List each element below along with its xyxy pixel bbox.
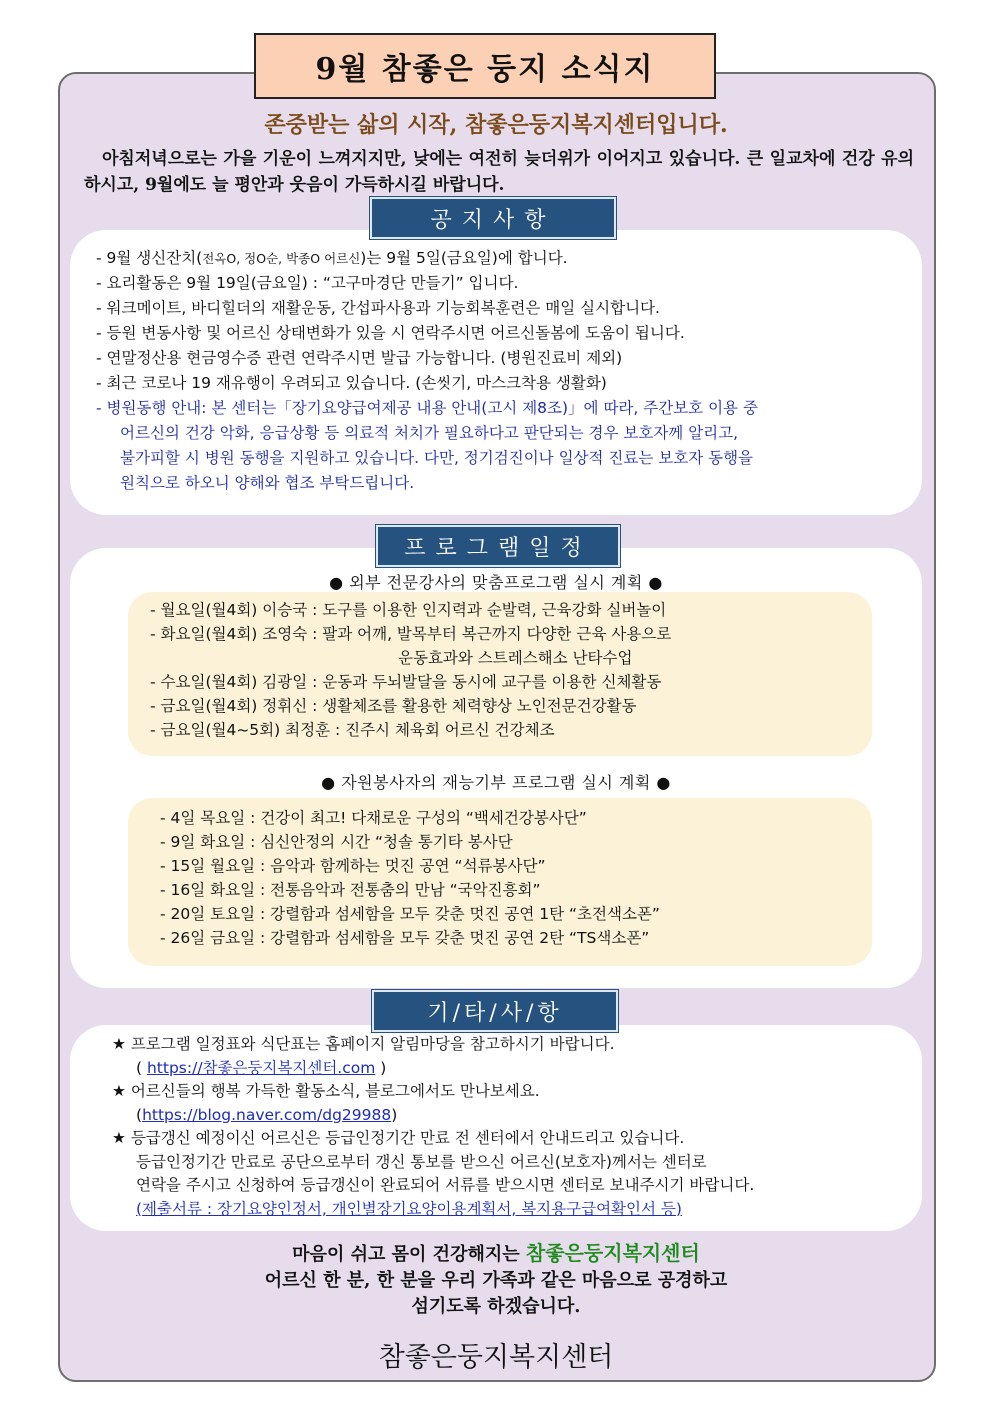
volunteer-item: - 20일 토요일 : 강렬함과 섬세함을 모두 갖춘 멋진 공연 1탄 “초전색소폰”: [160, 905, 660, 923]
volunteer-item: - 26일 금요일 : 강렬함과 섬세함을 모두 갖춘 멋진 공연 2탄 “TS색소폰”: [160, 929, 650, 947]
notice-item: - 최근 코로나 19 재유행이 우려되고 있습니다. (손씻기, 마스크착용 생활화): [96, 374, 607, 392]
notice-item: [96, 246, 922, 271]
etc-item-cont: 등급인정기간 만료로 공단으로부터 갱신 통보를 받으신 어르신(보호자)께서는 센터로: [136, 1152, 707, 1171]
program-item-cont: 운동효과와 스트레스해소 난타수업: [398, 649, 633, 667]
etc-item: ★ 프로그램 일정표와 식단표는 홈페이지 알림마당을 참고하시기 바랍니다.: [112, 1035, 615, 1053]
signature: 참좋은둥지복지센터: [378, 1342, 614, 1373]
volunteer-program-list: [128, 798, 872, 966]
closing-text: 마음이 쉬고 몸이 건강해지는: [292, 1244, 520, 1265]
slogan: 존중받는 삶의 시작, 참좋은둥지복지센터입니다.: [264, 112, 728, 138]
hospital-notice-line: 어르신의 건강 악화, 응급상황 등 의료적 처치가 필요하다고 판단되는 경우 보호자께 알리고,: [120, 424, 739, 442]
external-program-title: ● 외부 전문강사의 맞춤프로그램 실시 계획 ●: [329, 573, 663, 592]
center-name-highlight: 참좋은둥지복지센터: [525, 1241, 700, 1265]
closing-message: [0, 1240, 992, 1320]
etc-item-cont: 연락을 주시고 신청하여 등급갱신이 완료되어 서류를 받으시면 센터로 보내주시기 바랍니다.: [136, 1176, 755, 1194]
hospital-notice-line: 불가피할 시 병원 동행을 지원하고 있습니다. 다만, 정기검진이나 일상적 진료는 보호자 동행을: [120, 449, 754, 467]
notice-box: [70, 230, 922, 515]
closing-line: 섬기도록 하겠습니다.: [411, 1296, 581, 1317]
closing-line: [0, 1240, 992, 1268]
etc-item: ★ 어르신들의 행복 가득한 활동소식, 블로그에서도 만나보세요.: [112, 1082, 540, 1100]
required-documents: (제출서류 : 장기요양인정서, 개인별장기요양이용계획서, 복지용구급여확인서 등): [136, 1199, 682, 1218]
notice-item: - 요리활동은 9월 19일(금요일) : “고구마경단 만들기” 입니다.: [96, 274, 519, 292]
notice-item-text: - 9월 생신잔치(: [96, 249, 203, 267]
blog-line: (https://blog.naver.com/dg29988): [136, 1105, 398, 1124]
blog-link[interactable]: https://blog.naver.com/dg29988: [142, 1105, 392, 1124]
notice-item-text: )는 9월 5일(금요일)에 합니다.: [360, 249, 568, 267]
homepage-line: ( https://참좋은둥지복지센터.com ): [136, 1058, 387, 1077]
program-item: - 수요일(월4회) 김광일 : 운동과 두뇌발달을 동시에 교구를 이용한 신체활동: [150, 673, 662, 691]
program-heading: 프로그램일정: [376, 525, 620, 567]
notice-item: - 등원 변동사항 및 어르신 상태변화가 있을 시 연락주시면 어르신돌봄에 도움이 됩니다.: [96, 324, 685, 342]
program-box: [70, 548, 922, 988]
volunteer-item: - 9일 화요일 : 심신안정의 시간 “청솔 통기타 봉사단: [160, 833, 513, 851]
program-item: - 금요일(월4~5회) 최정훈 : 진주시 체육회 어르신 건강체조: [150, 721, 555, 739]
volunteer-item: - 15일 월요일 : 음악과 함께하는 멋진 공연 “석류봉사단”: [160, 857, 546, 875]
closing-line: 어르신 한 분, 한 분을 우리 가족과 같은 마음으로 공경하고: [264, 1270, 728, 1291]
notice-item: - 연말정산용 현금영수증 관련 연락주시면 발급 가능합니다. (병원진료비 제외): [96, 349, 623, 367]
etc-heading: 기/타/사/항: [372, 990, 618, 1032]
birthday-names: 전옥O, 정O순, 박종O 어르신: [202, 251, 361, 266]
program-item: - 금요일(월4회) 정휘신 : 생활체조를 활용한 체력향상 노인전문건강활동: [150, 697, 637, 715]
program-item: - 월요일(월4회) 이승국 : 도구를 이용한 인지력과 순발력, 근육강화 실버놀이: [150, 601, 667, 619]
intro-paragraph: 아침저녁으로는 가을 기운이 느껴지지만, 낮에는 여전히 늦더위가 이어지고 있습니다. 큰 일교차에 건강 유의하시고, 9월에도 늘 평안과 웃음이 가득하시길 바랍니다.: [84, 149, 914, 195]
hospital-notice-line: - 병원동행 안내: 본 센터는「장기요양급여제공 내용 안내(고시 제8조)」에 따라, 주간보호 이용 중: [96, 399, 758, 417]
volunteer-item: - 4일 목요일 : 건강이 최고! 다채로운 구성의 “백세건강봉사단”: [160, 809, 587, 827]
notice-heading: 공지사항: [370, 197, 616, 239]
hospital-notice-line: 원칙으로 하오니 양해와 협조 부탁드립니다.: [120, 474, 415, 492]
notice-item: - 워크메이트, 바디힐더의 재활운동, 간섭파사용과 기능회복훈련은 매일 실시합니다.: [96, 299, 660, 317]
volunteer-program-title: ● 자원봉사자의 재능기부 프로그램 실시 계획 ●: [321, 773, 671, 792]
external-program-list: [128, 592, 872, 756]
hospital-notice: [96, 396, 896, 496]
homepage-link[interactable]: https://참좋은둥지복지센터.com: [146, 1058, 376, 1077]
program-item: - 화요일(월4회) 조영숙 : 팔과 어깨, 발목부터 복근까지 다양한 근육 사용으로: [150, 625, 672, 643]
newsletter-title: 9월 참좋은 둥지 소식지: [254, 33, 716, 99]
etc-item: ★ 등급갱신 예정이신 어르신은 등급인정기간 만료 전 센터에서 안내드리고 있습니다.: [112, 1129, 685, 1147]
etc-box: [70, 1025, 922, 1231]
volunteer-item: - 16일 화요일 : 전통음악과 전통춤의 만남 “국악진흥회”: [160, 881, 541, 899]
